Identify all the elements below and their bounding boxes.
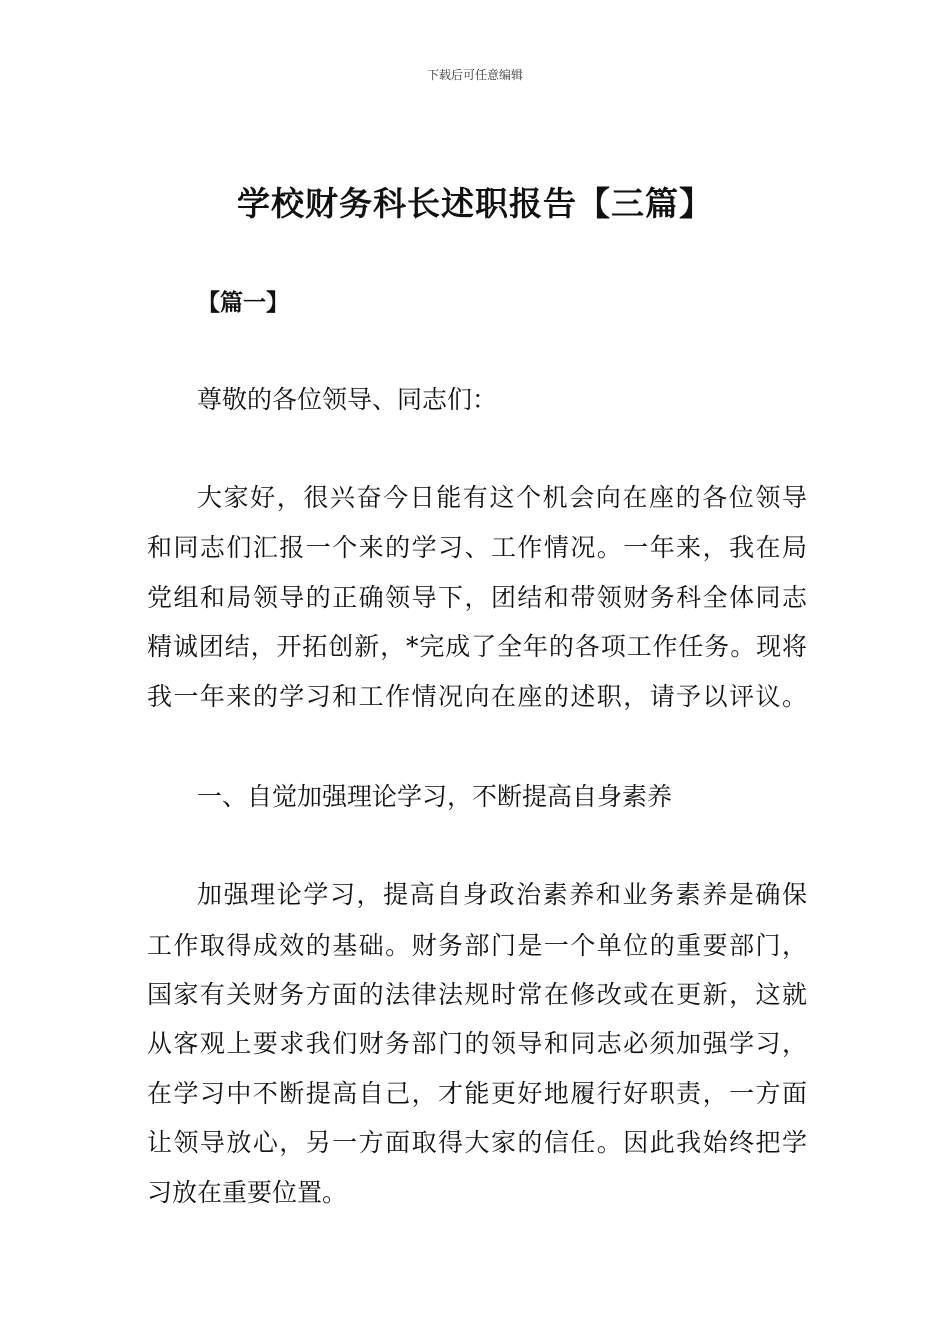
paragraph-line: 党组和局领导的正确领导下，团结和带领财务科全体同志 [147, 583, 807, 612]
section-label: 【篇一】 [197, 290, 289, 316]
paragraph-line: 国家有关财务方面的法律法规时常在修改或在更新，这就 [147, 980, 807, 1009]
paragraph-line: 习放在重要位置。 [147, 1178, 348, 1207]
paragraph-line: 在学习中不断提高自己，才能更好地履行好职责，一方面 [147, 1079, 807, 1108]
paragraph-line: 让领导放心，另一方面取得大家的信任。因此我始终把学 [147, 1128, 807, 1157]
paragraph-line: 从客观上要求我们财务部门的领导和同志必须加强学习， [147, 1029, 807, 1058]
paragraph-line: 工作取得成效的基础。财务部门是一个单位的重要部门， [147, 931, 807, 960]
paragraph-line: 我一年来的学习和工作情况向在座的述职，请予以评议。 [147, 682, 807, 711]
header-note: 下载后可任意编辑 [426, 68, 523, 82]
paragraph-line: 精诚团结，开拓创新，*完成了全年的各项工作任务。现将 [147, 632, 807, 661]
greeting-line: 尊敬的各位领导、同志们： [197, 385, 498, 414]
paragraph-line: 大家好，很兴奋今日能有这个机会向在座的各位领导 [197, 483, 807, 512]
document-title: 学校财务科长述职报告【三篇】 [237, 184, 713, 223]
section-heading: 一、自觉加强理论学习，不断提高自身素养 [197, 782, 673, 811]
paragraph-line: 加强理论学习，提高自身政治素养和业务素养是确保 [197, 880, 807, 909]
paragraph-line: 和同志们汇报一个来的学习、工作情况。一年来，我在局 [147, 533, 807, 562]
